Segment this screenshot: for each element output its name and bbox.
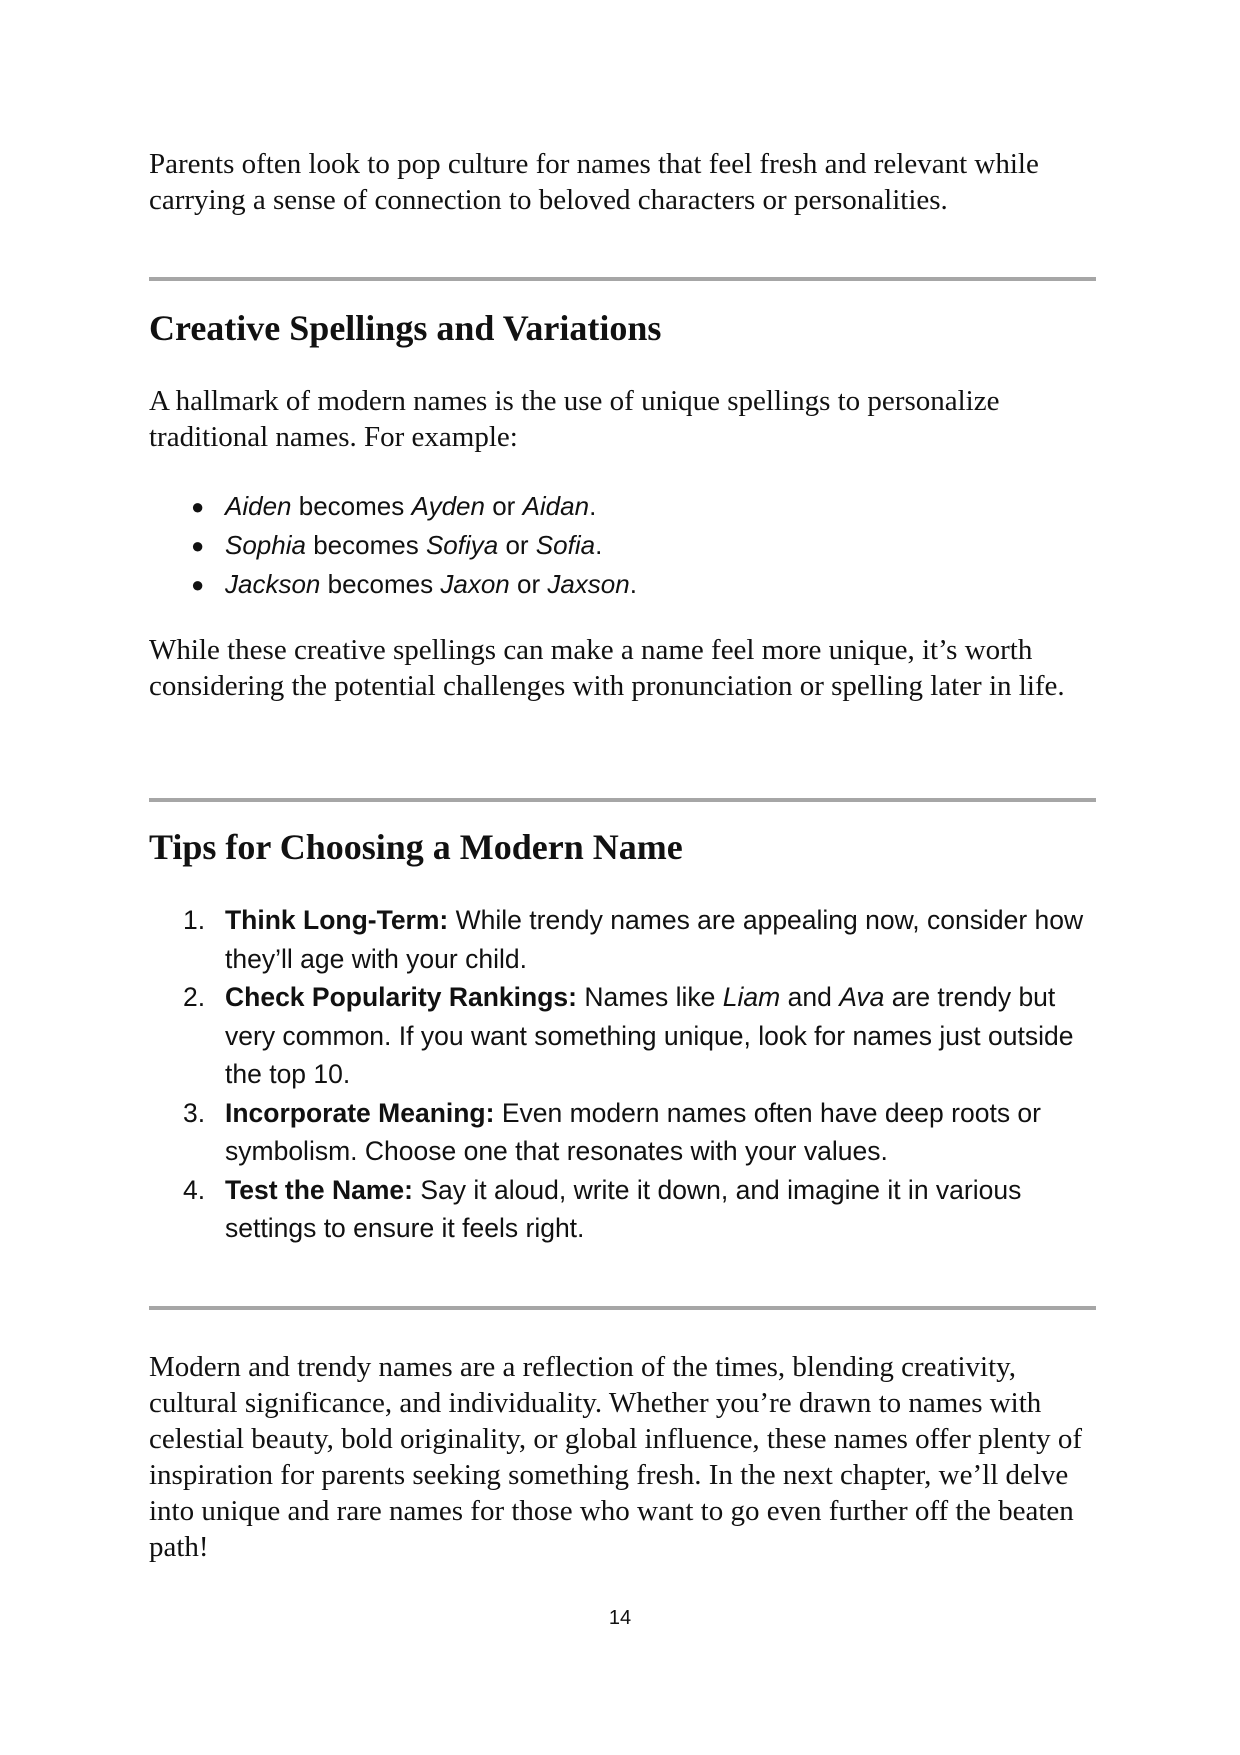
tip-text: While trendy names are appealing now, consider how they’ll age with your child. — [225, 905, 1084, 974]
example-variant: Sofiya — [425, 530, 499, 560]
section-divider — [149, 277, 1096, 281]
section-divider — [149, 798, 1096, 802]
tip-title: Think Long-Term: — [225, 905, 449, 935]
list-item — [149, 1094, 1099, 1171]
example-period: . — [629, 569, 637, 599]
example-variant: Aidan — [522, 491, 590, 521]
tip-text: and — [787, 982, 832, 1012]
tip-title: Test the Name: — [225, 1174, 413, 1205]
list-item — [149, 526, 1099, 565]
list-item — [149, 487, 1099, 526]
list-item — [149, 901, 1099, 978]
example-period: . — [595, 530, 603, 560]
tip-text: Even modern names often have deep roots or symbolism. Choose one that resonates with your values. — [225, 1097, 1041, 1166]
example-period: . — [589, 491, 597, 521]
section-divider — [149, 1306, 1096, 1310]
spelling-examples-list — [149, 487, 1099, 604]
list-number: 3. — [183, 1097, 206, 1128]
list-number: 4. — [183, 1174, 206, 1205]
list-item — [149, 565, 1099, 604]
example-name: Jackson — [225, 569, 321, 599]
example-connector: becomes — [298, 491, 405, 521]
example-connector: or — [492, 491, 516, 521]
example-name: Sophia — [225, 530, 306, 560]
example-connector: becomes — [327, 569, 434, 599]
spellings-intro-paragraph: A hallmark of modern names is the use of unique spellings to personalize traditional names. For example: — [149, 385, 1000, 453]
example-variant: Ayden — [411, 491, 485, 521]
section-heading-spellings: Creative Spellings and Variations — [149, 308, 662, 348]
tip-example-name: Liam — [722, 982, 781, 1012]
example-variant: Jaxson — [547, 569, 630, 599]
list-number: 2. — [183, 982, 206, 1012]
section-heading-tips: Tips for Choosing a Modern Name — [149, 827, 683, 867]
tip-example-name: Ava — [839, 982, 885, 1012]
example-connector: or — [516, 569, 541, 599]
example-variant: Sofia — [535, 530, 596, 560]
list-item — [149, 978, 1099, 1094]
tip-title: Incorporate Meaning: — [225, 1097, 495, 1128]
intro-paragraph: Parents often look to pop culture for names that feel fresh and relevant while carrying a sense of connection to beloved characters or personalities. — [149, 148, 1039, 216]
example-connector: becomes — [313, 530, 419, 560]
list-number: 1. — [183, 905, 206, 935]
list-item — [149, 1171, 1099, 1248]
tips-list — [149, 901, 1099, 1248]
spellings-note-paragraph: While these creative spellings can make a name feel more unique, it’s worth considering the potential challenges with pronunciation or spelling later in life. — [149, 634, 1065, 702]
conclusion-paragraph: Modern and trendy names are a reflection of the times, blending creativity, cultural significance, and individuality. Whether you’re drawn to names with celestial beauty, bold originality, or global influence, these names offer plenty of inspiration for parents seeking something fresh. In the next chapter, we’ll delve into unique and rare names for those who want to go even further off the beaten path! — [149, 1351, 1083, 1563]
tip-title: Check Popularity Rankings: — [225, 982, 577, 1012]
example-name: Aiden — [225, 491, 292, 521]
example-connector: or — [505, 530, 529, 560]
example-variant: Jaxon — [440, 569, 510, 599]
page-number: 14 — [608, 1607, 632, 1629]
bullet-icon: ● — [191, 533, 205, 558]
bullet-icon: ● — [191, 572, 205, 597]
bullet-icon: ● — [191, 494, 205, 519]
tip-text: Names like — [584, 982, 716, 1012]
tip-text: Say it aloud, write it down, and imagine it in various settings to ensure it feels right. — [225, 1174, 1022, 1243]
tip-text: are trendy but very common. If you want something unique, look for names just outside the top 10. — [225, 982, 1074, 1089]
